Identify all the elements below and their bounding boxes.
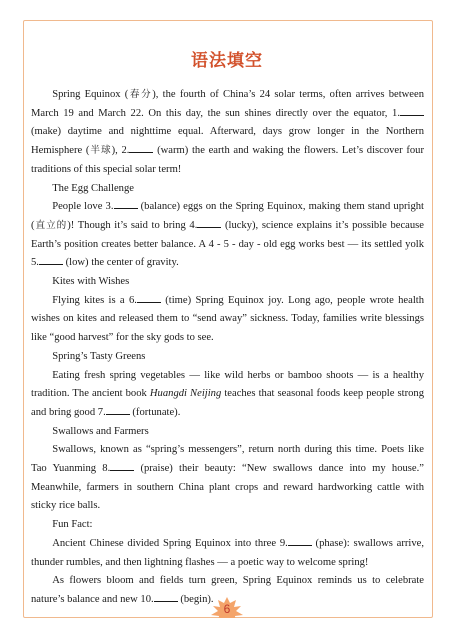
egg-paragraph: People love 3. (balance) eggs on the Spring Equinox, making them stand upright (直立的)! Though it’s said to bring 4. (lucky), science explains it’s possible because Earth’s position creates better balance. A 4 - 5 - day - old egg works best — its settled yolk 5. (low) the center of gravity. <box>31 198 424 273</box>
closing-paragraph: As flowers bloom and fields turn green, Spring Equinox reminds us to celebrate nature’s balance and new 10. (begin). <box>31 575 424 605</box>
swallows-paragraph: Swallows, known as “spring’s messengers”, return north during this time. Poets like Tao Yuanming 8. (praise) their beauty: “New swallows dance into my house.” Meanwhile, farmers in southern China plant crops and reward hardworking cattle with sticky rice balls. <box>31 444 424 512</box>
chinese-gloss: 半球 <box>89 145 112 157</box>
page-number-badge <box>203 597 251 623</box>
heading-greens: Spring’s Tasty Greens <box>52 350 146 362</box>
article-body <box>31 86 424 610</box>
greens-paragraph: Eating fresh spring vegetables — like wild herbs or bamboo shoots — is a healthy tradition. The ancient book Huangdi Neijing teaches that seasonal foods keep people strong and bring good 7. (fortunate). <box>31 369 425 418</box>
book-title: Huangdi Neijing <box>149 388 222 400</box>
fun-paragraph: Ancient Chinese divided Spring Equinox into three 9. (phase): swallows arrive, thunder rumbles, and then lightning flashes — a poetic way to welcome spring! <box>31 535 424 572</box>
blank-8[interactable] <box>110 460 134 471</box>
heading-fun-fact: Fun Fact: <box>52 519 93 531</box>
blank-1[interactable] <box>400 105 424 116</box>
blank-4[interactable] <box>197 217 221 228</box>
heading-swallows: Swallows and Farmers <box>52 425 149 437</box>
page-title: 语法填空 <box>191 51 263 71</box>
page-number: 6 <box>223 602 231 616</box>
blank-2[interactable] <box>129 142 153 153</box>
blank-6[interactable] <box>137 292 161 303</box>
blank-10[interactable] <box>154 591 178 602</box>
kites-paragraph: Flying kites is a 6. (time) Spring Equinox joy. Long ago, people wrote health wishes on kites and released them to “send away” sickness. Today, families write blessings like “good harvest” for the sky gods to see. <box>31 292 424 348</box>
blank-5[interactable] <box>39 254 63 265</box>
intro-paragraph: Spring Equinox (春分), the fourth of China’s 24 solar terms, often arrives between March 19 and March 22. On this day, the sun shines directly over the equator, 1. (make) daytime and nighttime equal. Afterward, days grow longer in the Northern Hemisphere (半球), 2. (warm) the earth and waking the flowers. Let’s discover four traditions of this special solar term! <box>31 89 424 175</box>
blank-3[interactable] <box>114 198 138 209</box>
heading-kites: Kites with Wishes <box>52 276 130 288</box>
heading-egg-challenge: The Egg Challenge <box>52 182 134 194</box>
chinese-gloss: 春分 <box>128 89 153 100</box>
blank-9[interactable] <box>288 535 312 546</box>
blank-7[interactable] <box>106 404 130 415</box>
chinese-gloss: 直立的 <box>34 219 68 231</box>
